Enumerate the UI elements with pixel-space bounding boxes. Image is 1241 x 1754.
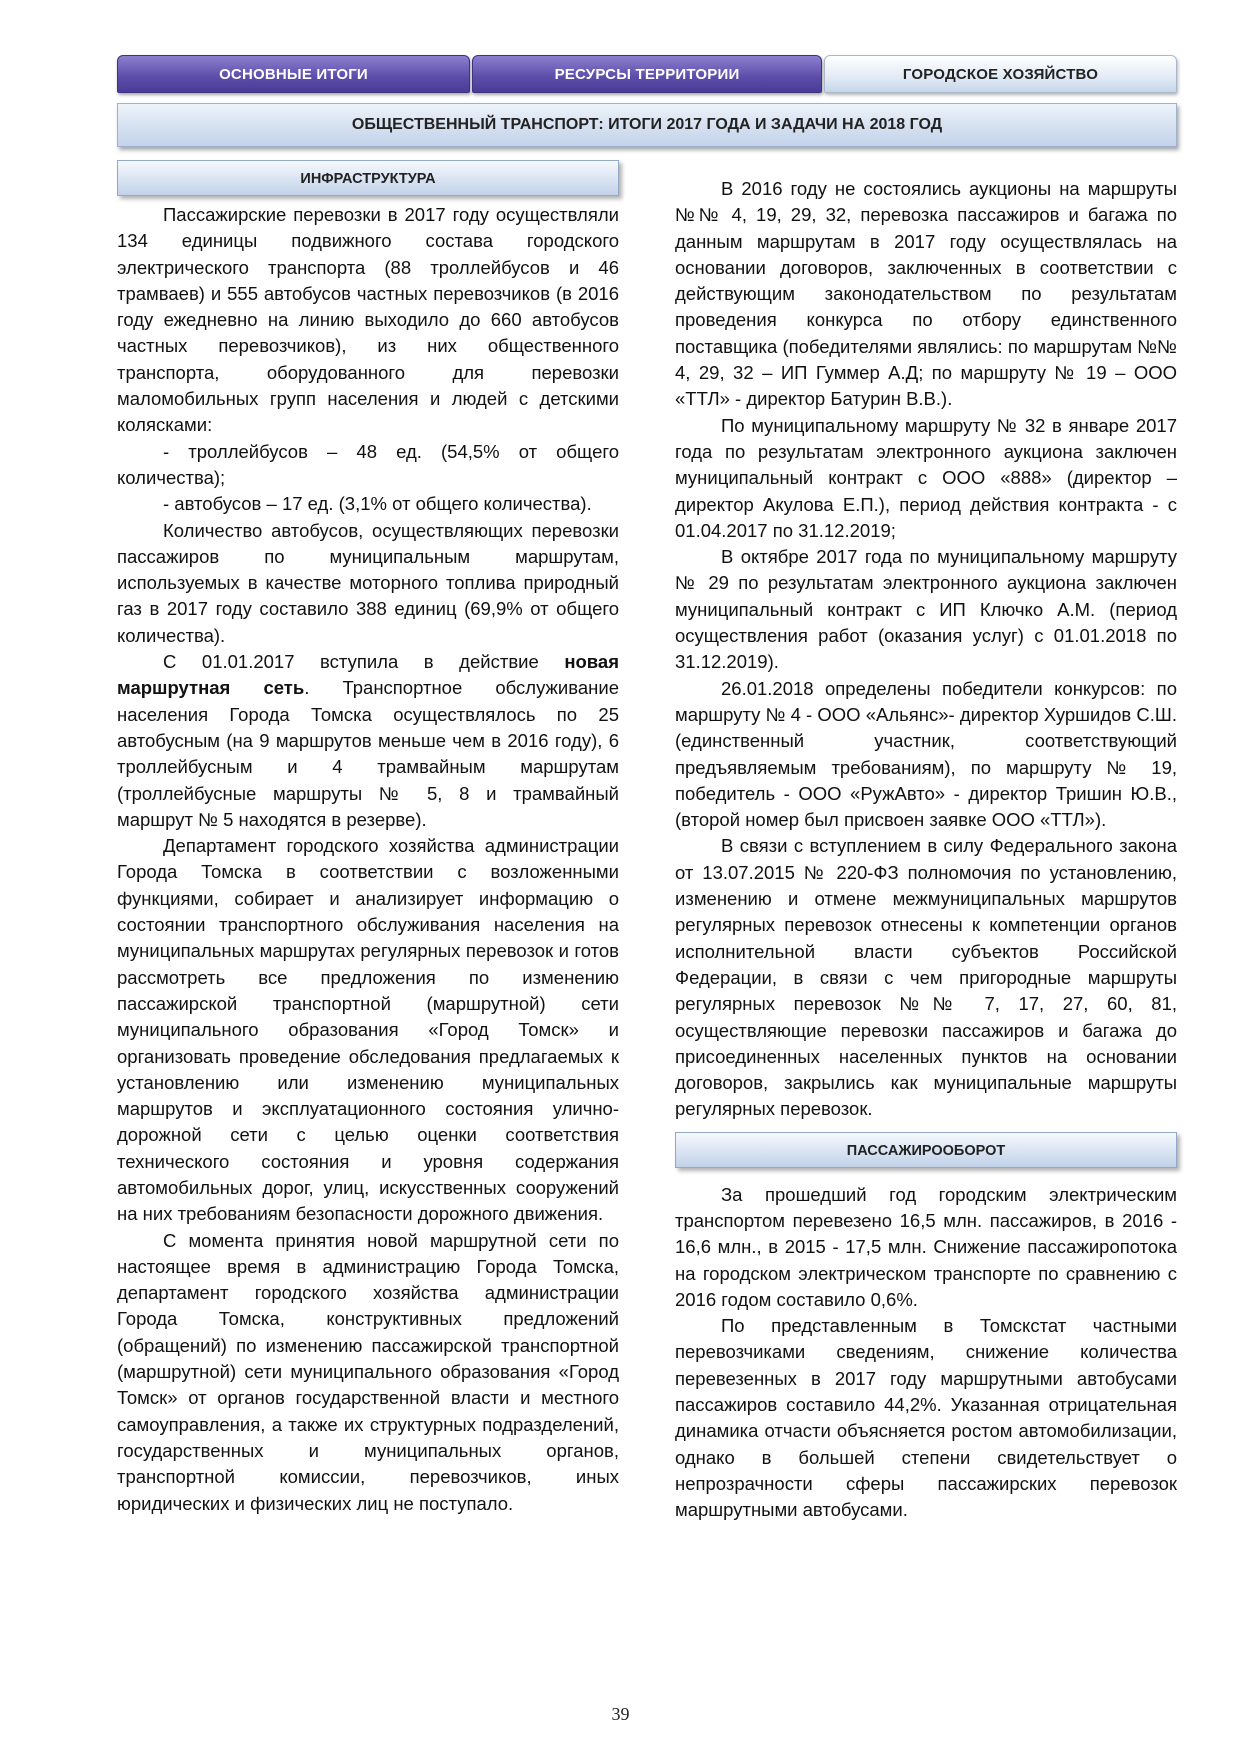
list-item: - автобусов – 17 ед. (3,1% от общего количества). bbox=[163, 493, 592, 515]
section-tabs bbox=[117, 55, 1177, 93]
tab-territory-resources[interactable]: РЕСУРСЫ ТЕРРИТОРИИ bbox=[472, 55, 822, 93]
page-number: 39 bbox=[611, 1704, 630, 1724]
paragraph: Департамент городского хозяйства администрации Города Томска в соответствии с возложенными функциями, собирает и анализирует информацию о состоянии транспортного обслуживания населения на муниципальных маршрутах регулярных перевозок и готов рассмотреть все предложения по изменению пассажирской транспортной (маршрутной) сети муниципального образования «Город Томск» и организовать проведение обследования предлагаемых к установлению или изменению муниципальных маршрутов и эксплуатационного состояния улично-дорожной сети с целью оценки соответствия технического состояния и уровня содержания автомобильных дорог, улиц, искусственных сооружений на них требованиям безопасности дорожного движения. bbox=[117, 835, 619, 1225]
list-item: - троллейбусов – 48 ед. (54,5% от общего количества); bbox=[117, 440, 619, 488]
page-title: ОБЩЕСТВЕННЫЙ ТРАНСПОРТ: ИТОГИ 2017 ГОДА И ЗАДАЧИ НА 2018 ГОД bbox=[117, 103, 1177, 147]
paragraph: В октябре 2017 года по муниципальному маршруту № 29 по результатам электронного аукциона заключен муниципальный контракт с ИП Ключко А.М. (период осуществления работ (оказания услуг) с 01.01.2018 по 31.12.2019). bbox=[675, 546, 1177, 673]
paragraph: За прошедший год городским электрическим транспортом перевезено 16,5 млн. пассажиров, в 2016 - 16,6 млн., в 2015 - 17,5 млн. Снижение пассажиропотока на городском электрическом транспорте по сравнению с 2016 годом составило 0,6%. bbox=[675, 1183, 1177, 1310]
tab-main-results[interactable]: ОСНОВНЫЕ ИТОГИ bbox=[117, 55, 470, 93]
paragraph: В связи с вступлением в силу Федерального закона от 13.07.2015 № 220-ФЗ полномочия по установлению, изменению и отмене межмуниципальных маршрутов регулярных перевозок отнесены к компетенции органов исполнительной власти субъектов Российской Федерации, в связи с чем пригородные маршруты регулярных перевозок №№ 7, 17, 27, 60, 81, осуществляющие перевозки пассажиров и багажа до присоединенных населенных пунктов на основании договоров, закрылись как муниципальные маршруты регулярных перевозок. bbox=[675, 835, 1177, 1120]
right-column bbox=[675, 176, 1177, 1524]
paragraph: Пассажирские перевозки в 2017 году осуществляли 134 единицы подвижного состава городского электрического транспорта (88 троллейбусов и 46 трамваев) и 555 автобусов частных перевозчиков (в 2016 году ежедневно на линию выходило до 660 автобусов частных перевозчиков), из них общественного транспорта, оборудованного для перевозки маломобильных групп населения и людей с детскими колясками: bbox=[117, 204, 619, 436]
text-run: . Транспортное обслуживание населения Города Томска осуществлялось по 25 автобусным (на 9 маршрутов меньше чем в 2016 году), 6 троллейбусным и 4 трамвайным маршрутам (троллейбусные маршруты № 5, 8 и трамвайный маршрут № 5 находятся в резерве). bbox=[117, 677, 620, 830]
bold-text: новая маршрутная сеть bbox=[117, 651, 620, 699]
text-run: С 01.01.2017 вступила в действие bbox=[163, 651, 539, 673]
section-heading-passenger-turnover: ПАССАЖИРООБОРОТ bbox=[675, 1132, 1177, 1168]
tab-city-economy[interactable]: ГОРОДСКОЕ ХОЗЯЙСТВО bbox=[824, 55, 1177, 93]
paragraph: 26.01.2018 определены победители конкурсов: по маршруту № 4 - ООО «Альянс»- директор Хуршидов С.Ш. (единственный участник, соответствующий предъявляемым требованиям), по маршруту № 19, победитель - ООО «РужАвто» - директор Тришин Ю.В., (второй номер был присвоен заявке ООО «ТТЛ»). bbox=[675, 677, 1177, 831]
paragraph: В 2016 году не состоялись аукционы на маршруты №№ 4, 19, 29, 32, перевозка пассажиров и багажа по данным маршрутам в 2017 году осуществлялась на основании договоров, заключенных в соответствии с действующим законодательством по результатам проведения конкурса по отбору единственного поставщика (победителями являлись: по маршрутам №№ 4, 29, 32 – ИП Гуммер А.Д; по маршруту № 19 – ООО «ТТЛ» - директор Батурин В.В.). bbox=[675, 178, 1177, 410]
paragraph: С момента принятия новой маршрутной сети по настоящее время в администрацию Города Томска, департамент городского хозяйства администрации Города Томска, конструктивных предложений (обращений) по изменению пассажирской транспортной (маршрутной) сети муниципального образования «Город Томск» от органов государственной власти и местного самоуправления, а также их структурных подразделений, государственных и муниципальных органов, транспортной комиссии, перевозчиков, иных юридических и физических лиц не поступало. bbox=[117, 1229, 619, 1514]
left-column bbox=[117, 202, 619, 1517]
paragraph bbox=[117, 649, 619, 833]
paragraph: По муниципальному маршруту № 32 в январе 2017 года по результатам электронного аукциона заключен муниципальный контракт с ООО «888» (директор – директор Акулова Е.П.), период действия контракта - с 01.04.2017 по 31.12.2019; bbox=[675, 414, 1177, 541]
paragraph: По представленным в Томскстат частными перевозчиками сведениям, снижение количества перевезенных в 2017 году маршрутными автобусами пассажиров составило 44,2%. Указанная отрицательная динамика отчасти объясняется ростом автомобилизации, однако в большей степени свидетельствует о непрозрачности сферы пассажирских перевозок маршрутными автобусами. bbox=[675, 1315, 1177, 1521]
section-heading-infrastructure: ИНФРАСТРУКТУРА bbox=[117, 160, 619, 196]
paragraph: Количество автобусов, осуществляющих перевозки пассажиров по муниципальным маршрутам, используемых в качестве моторного топлива природный газ в 2017 году составило 388 единиц (69,9% от общего количества). bbox=[117, 519, 619, 646]
